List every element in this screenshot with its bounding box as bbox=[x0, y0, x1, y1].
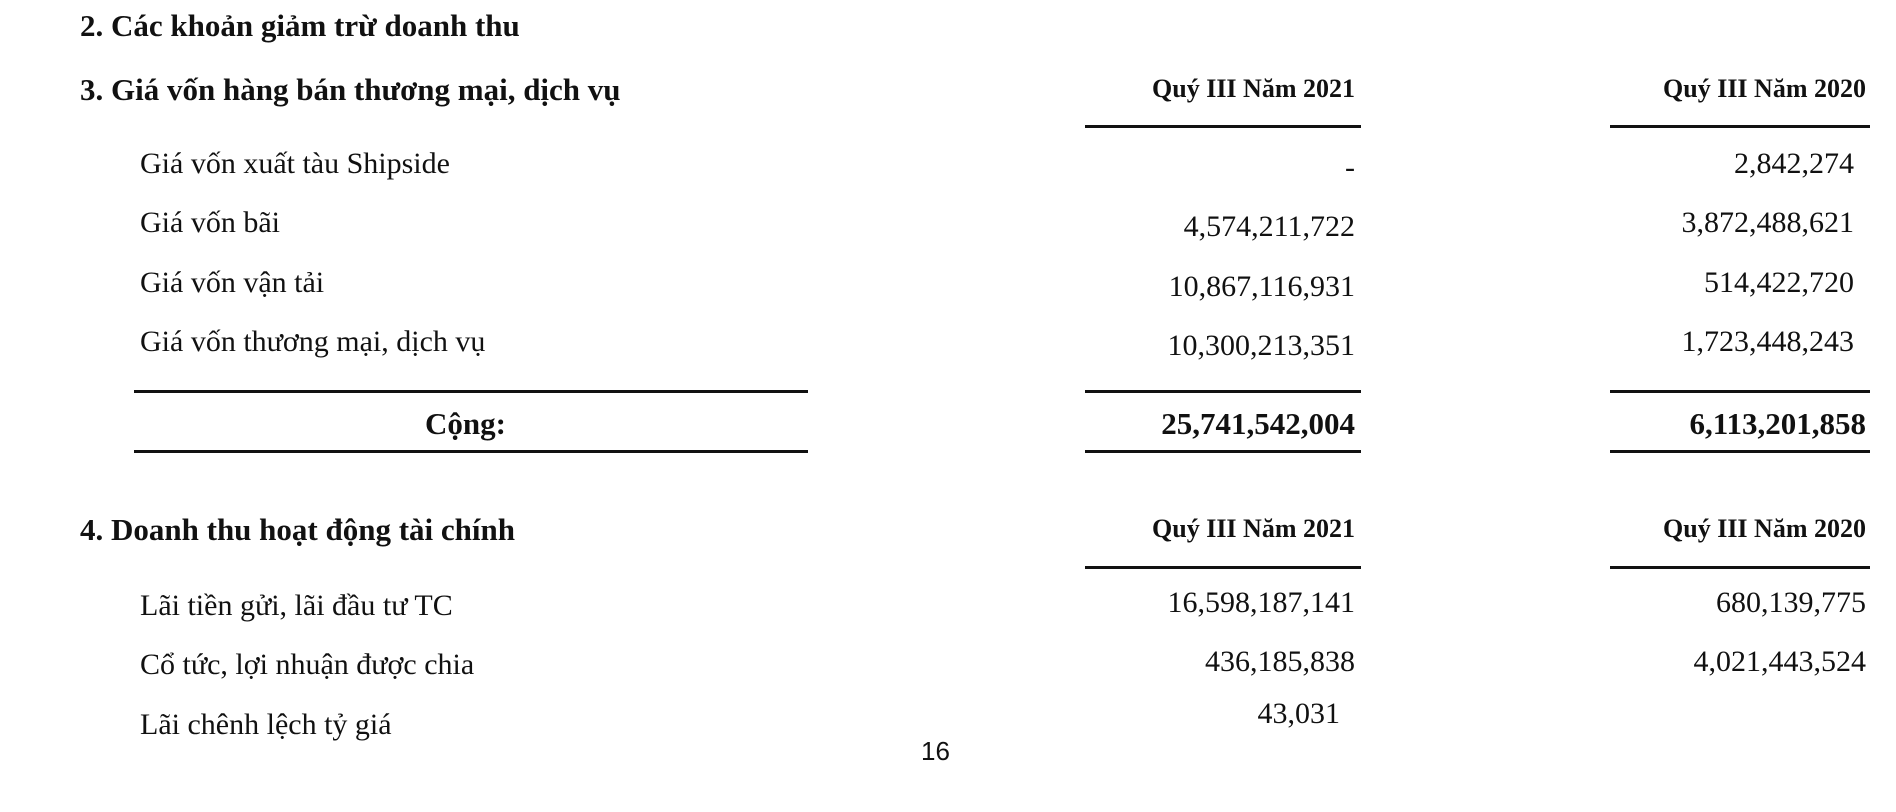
total-label: Cộng: bbox=[425, 406, 506, 441]
section-4-row-value-2020: 4,021,443,524 bbox=[1693, 645, 1866, 678]
section-3-row-label: Giá vốn xuất tàu Shipside bbox=[140, 147, 450, 180]
section-4-row-value-2021: 436,185,838 bbox=[1205, 645, 1355, 678]
page-number: 16 bbox=[921, 736, 950, 766]
section-4-col-2020-header: Quý III Năm 2020 bbox=[1663, 514, 1866, 543]
section-3-row-value-2021: 10,300,213,351 bbox=[1167, 329, 1355, 362]
section-4-row-value-2021: 16,598,187,141 bbox=[1167, 586, 1355, 619]
section-3-col-2021-header-rule bbox=[1085, 125, 1361, 128]
section-4-col-2021-header-rule bbox=[1085, 566, 1361, 569]
section-3-col-2021-header: Quý III Năm 2021 bbox=[1152, 74, 1355, 103]
section-3-row-label: Giá vốn vận tải bbox=[140, 266, 325, 299]
section-3-title: 3. Giá vốn hàng bán thương mại, dịch vụ bbox=[80, 72, 621, 107]
total-2020-bottom-rule bbox=[1610, 450, 1870, 453]
total-value-2020: 6,113,201,858 bbox=[1689, 406, 1866, 441]
section-4-row-value-2021: 43,031 bbox=[1257, 697, 1340, 730]
total-2021-top-rule bbox=[1085, 390, 1361, 393]
section-3-row-value-2020: 3,872,488,621 bbox=[1681, 206, 1854, 239]
section-3-row-label: Giá vốn thương mại, dịch vụ bbox=[140, 325, 486, 358]
total-label-top-rule bbox=[134, 390, 808, 393]
total-label-bottom-rule bbox=[134, 450, 808, 453]
section-4-row-label: Cổ tức, lợi nhuận được chia bbox=[140, 648, 475, 681]
section-3-row-value-2021: 10,867,116,931 bbox=[1168, 270, 1355, 303]
section-2-title: 2. Các khoản giảm trừ doanh thu bbox=[80, 8, 520, 43]
total-2020-top-rule bbox=[1610, 390, 1870, 393]
section-3-row-value-2020: 2,842,274 bbox=[1734, 147, 1854, 180]
section-4-row-label: Lãi tiền gửi, lãi đầu tư TC bbox=[140, 589, 453, 622]
section-4-row-value-2020: 680,139,775 bbox=[1716, 586, 1866, 619]
section-3-col-2020-header: Quý III Năm 2020 bbox=[1663, 74, 1866, 103]
section-4-row-label: Lãi chênh lệch tỷ giá bbox=[140, 708, 392, 741]
section-3-col-2020-header-rule bbox=[1610, 125, 1870, 128]
section-3-row-label: Giá vốn bãi bbox=[140, 206, 280, 239]
section-3-row-value-2021: - bbox=[1345, 151, 1355, 184]
section-4-title: 4. Doanh thu hoạt động tài chính bbox=[80, 512, 515, 547]
section-3-row-value-2021: 4,574,211,722 bbox=[1183, 210, 1355, 243]
section-3-row-value-2020: 1,723,448,243 bbox=[1681, 325, 1854, 358]
total-value-2021: 25,741,542,004 bbox=[1161, 406, 1355, 441]
section-4-col-2020-header-rule bbox=[1610, 566, 1870, 569]
section-3-row-value-2020: 514,422,720 bbox=[1704, 266, 1854, 299]
section-4-col-2021-header: Quý III Năm 2021 bbox=[1152, 514, 1355, 543]
total-2021-bottom-rule bbox=[1085, 450, 1361, 453]
